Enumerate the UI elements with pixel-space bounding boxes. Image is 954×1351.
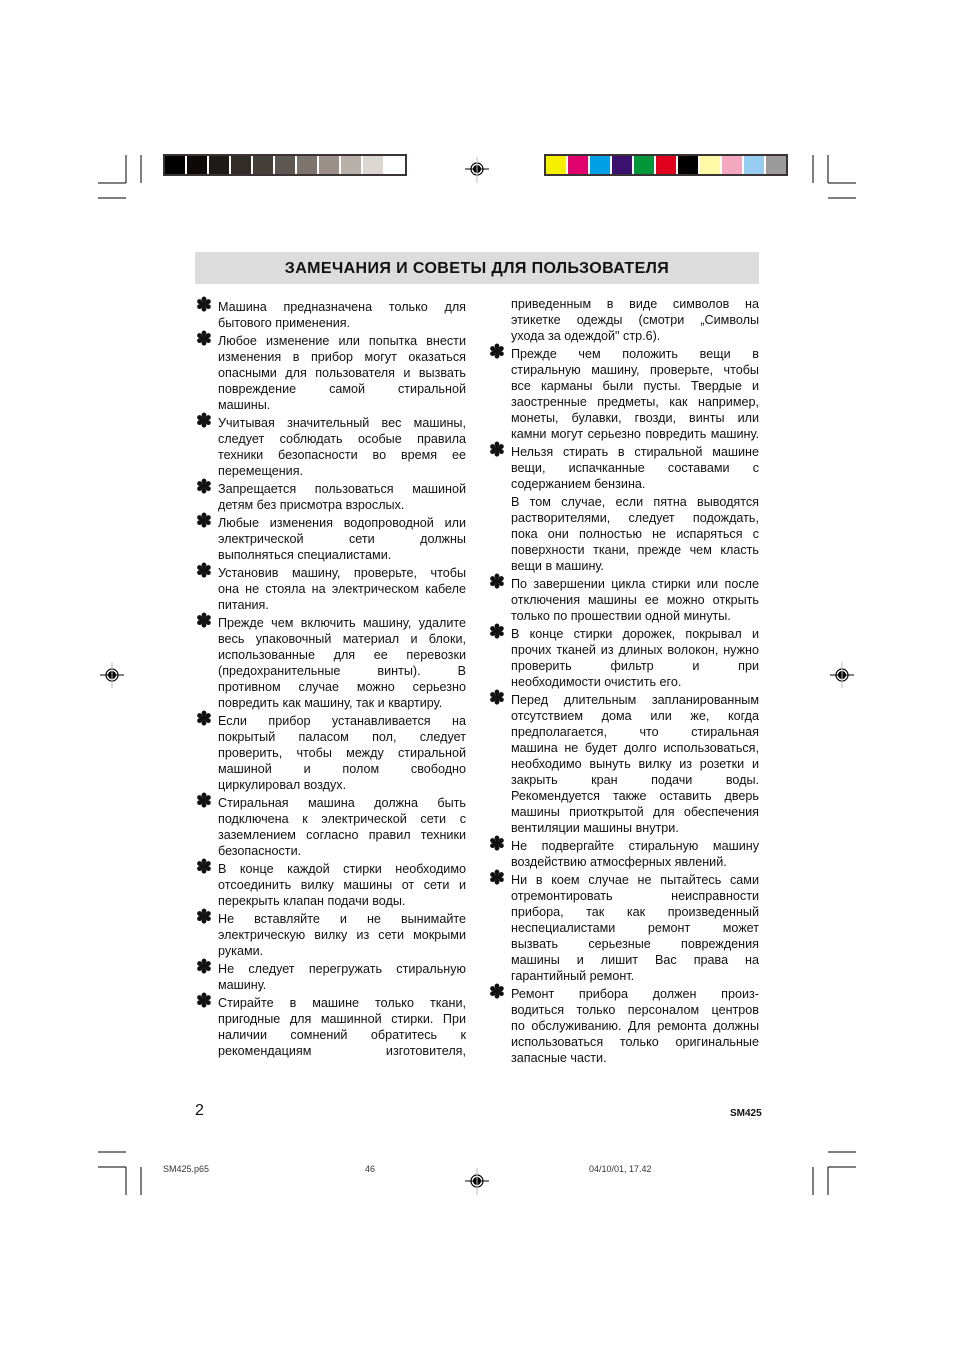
text-line: электрическую вилку из сети мокрыми [218, 928, 466, 942]
list-item [511, 494, 759, 574]
text-line: заостренные предметы, как например, [511, 395, 759, 409]
text-line: Не подвергайте стиральную машину [511, 839, 759, 853]
text-line: этикетке одежды (смотри „Символы [511, 313, 759, 327]
text-line: бытового применения. [218, 316, 351, 330]
color-swatch [297, 156, 317, 174]
list-item [489, 834, 759, 870]
asterisk-bullet-icon: ✽ [489, 440, 505, 461]
text-line: В том случае, если пятна выводятся [511, 495, 759, 509]
color-swatch [744, 156, 764, 174]
asterisk-bullet-icon: ✽ [196, 411, 212, 432]
text-line: детям без присмотра взрослых. [218, 498, 405, 512]
color-swatch [275, 156, 295, 174]
asterisk-bullet-icon: ✽ [489, 834, 505, 855]
text-line: техники безопасности во время ее [218, 448, 466, 462]
text-line: повреждение самой стиральной [218, 382, 466, 396]
text-line: Нельзя стирать в стиральной машине [511, 445, 759, 459]
text-line: монеты, булавки, гвозди, винты или [511, 411, 759, 425]
text-line: Любые изменения водопроводной или [218, 516, 466, 530]
color-swatch [678, 156, 698, 174]
text-line: отключения машины ее можно открыть [511, 593, 759, 607]
text-line: вещи в машину. [511, 559, 604, 573]
text-line: покрытый паласом пол, следует [218, 730, 466, 744]
text-line: воздействию атмосферных явлений. [511, 855, 727, 869]
asterisk-bullet-icon: ✽ [489, 982, 505, 1003]
asterisk-bullet-icon: ✽ [489, 622, 505, 643]
right-column [489, 294, 759, 1066]
text-line: Запрещается пользоваться машиной [218, 482, 466, 496]
asterisk-bullet-icon: ✽ [196, 611, 212, 632]
text-line: приведенным в виде символов на [511, 297, 759, 311]
list-item [489, 622, 759, 690]
text-line: машины. [218, 398, 271, 412]
list-item [196, 611, 466, 711]
text-line: электрической сети должны [218, 532, 466, 546]
list-item [196, 857, 466, 909]
asterisk-bullet-icon: ✽ [196, 709, 212, 730]
text-line: рекомендациям изготовителя, [218, 1044, 466, 1058]
text-line: В конце стирки дорожек, покрывал и [511, 627, 759, 641]
text-line: машину. [218, 978, 267, 992]
asterisk-bullet-icon: ✽ [196, 329, 212, 350]
list-item [489, 440, 759, 492]
text-line: питания. [218, 598, 269, 612]
text-line: машины и лишит Вас права на [511, 953, 759, 967]
text-line: вызвать серьезные повреждения [511, 937, 759, 951]
text-line: растворителями, следует подождать, [511, 511, 759, 525]
color-swatch [165, 156, 185, 174]
text-line: машины приоткрытой для обеспечения [511, 805, 759, 819]
text-line: весь упаковочный материал и блоки, [218, 632, 466, 646]
color-swatch [187, 156, 207, 174]
text-line: изменения в прибор могут оказаться [218, 350, 466, 364]
asterisk-bullet-icon: ✽ [489, 688, 505, 709]
text-line: заземлением согласно правил техники [218, 828, 466, 842]
color-calibration-bar [544, 154, 788, 176]
color-swatch [231, 156, 251, 174]
text-line: перекрыть клапан подачи воды. [218, 894, 406, 908]
slug-file: SM425.p65 [163, 1164, 210, 1174]
text-line: Рекомендуется также оставить дверь [511, 789, 759, 803]
asterisk-bullet-icon: ✽ [196, 991, 212, 1012]
asterisk-bullet-icon: ✽ [196, 295, 212, 316]
list-item [196, 295, 466, 331]
text-line: камни могут серьезно повредить машину. [511, 427, 759, 441]
list-item [196, 991, 466, 1059]
color-swatch [546, 156, 566, 174]
asterisk-bullet-icon: ✽ [196, 857, 212, 878]
text-line: она не стояла на электрическом кабеле [218, 582, 466, 596]
text-line: машина не будет долго использоваться, [511, 741, 759, 755]
text-line: прочих тканей из длиных волокон, нужно [511, 643, 759, 657]
list-item [489, 342, 759, 442]
asterisk-bullet-icon: ✽ [489, 868, 505, 889]
text-line: По завершении цикла стирки или после [511, 577, 759, 591]
page-title: ЗАМЕЧАНИЯ И СОВЕТЫ ДЛЯ ПОЛЬЗОВАТЕЛЯ [195, 252, 759, 284]
list-item [196, 511, 466, 563]
text-line: Прежде чем положить вещи в [511, 347, 759, 361]
text-line: опасными для пользователя и вызвать [218, 366, 466, 380]
asterisk-bullet-icon: ✽ [196, 791, 212, 812]
text-line: по обслуживанию. Для ремонта должны [511, 1019, 759, 1033]
color-swatch [722, 156, 742, 174]
text-line: Прежде чем включить машину, удалите [218, 616, 466, 630]
list-item [196, 477, 466, 513]
color-swatch [612, 156, 632, 174]
text-line: отсоединить вилку машины от сети и [218, 878, 466, 892]
list-item [489, 868, 759, 984]
list-item [196, 329, 466, 413]
color-swatch [341, 156, 361, 174]
asterisk-bullet-icon: ✽ [489, 342, 505, 363]
text-line: Не вставляйте и не вынимайте [218, 912, 466, 926]
text-line: закрыть кран подачи воды. [511, 773, 759, 787]
slug-page: 46 [365, 1164, 376, 1174]
text-line: пока они полностью не испаряться с [511, 527, 759, 541]
text-line: неспециалистами ремонт может [511, 921, 759, 935]
asterisk-bullet-icon: ✽ [196, 477, 212, 498]
text-line: перемещения. [218, 464, 304, 478]
color-swatch [700, 156, 720, 174]
asterisk-bullet-icon: ✽ [196, 561, 212, 582]
text-line: содержанием бензина. [511, 477, 646, 491]
text-line: машиной и полом свободно [218, 762, 466, 776]
text-line: В конце каждой стирки необходимо [218, 862, 466, 876]
text-line: использованные для ее перевозки [218, 648, 466, 662]
text-line: стиральную машину, проверьте, чтобы [511, 363, 759, 377]
text-line: отремонтировать неисправности [511, 889, 759, 903]
grayscale-calibration-bar [163, 154, 407, 176]
model-label: SM425 [730, 1108, 762, 1119]
text-line: Ремонт прибора должен произ- [511, 987, 759, 1001]
text-line: подключена к электрической сети с [218, 812, 466, 826]
color-swatch [253, 156, 273, 174]
text-line: противном случае можно серьезно [218, 680, 466, 694]
list-item [196, 561, 466, 613]
text-line: прибора, так как произведенный [511, 905, 759, 919]
text-line: вентиляции машины внутри. [511, 821, 679, 835]
list-item [511, 296, 759, 344]
color-swatch [363, 156, 383, 174]
list-item [196, 907, 466, 959]
text-line: Ни в коем случае не пытайтесь сами [511, 873, 759, 887]
list-item [489, 572, 759, 624]
color-swatch [656, 156, 676, 174]
color-swatch [634, 156, 654, 174]
asterisk-bullet-icon: ✽ [196, 511, 212, 532]
text-line: запасные части. [511, 1051, 607, 1065]
text-line: Машина предназначена только для [218, 300, 466, 314]
text-line: Любое изменение или попытка внести [218, 334, 466, 348]
list-item [196, 411, 466, 479]
text-line: безопасности. [218, 844, 302, 858]
text-line: Установив машину, проверьте, чтобы [218, 566, 466, 580]
text-line: только по прошествии одной минуты. [511, 609, 731, 623]
text-line: Если прибор устанавливается на [218, 714, 466, 728]
list-item [196, 791, 466, 859]
text-line: Стирайте в машине только ткани, [218, 996, 466, 1010]
text-line: гарантийный ремонт. [511, 969, 635, 983]
list-item [196, 957, 466, 993]
color-swatch [209, 156, 229, 174]
asterisk-bullet-icon: ✽ [489, 572, 505, 593]
color-swatch [590, 156, 610, 174]
text-line: вещи, испачканные составами с [511, 461, 759, 475]
text-line: ухода за одеждой" стр.6). [511, 329, 661, 343]
text-line: отсутствием дома или же, когда [511, 709, 759, 723]
text-line: выполняться специалистами. [218, 548, 392, 562]
text-line: руками. [218, 944, 264, 958]
page-number: 2 [195, 1102, 204, 1119]
list-item [489, 982, 759, 1066]
color-swatch [385, 156, 405, 174]
text-line: пригодные для машинной стирки. При [218, 1012, 466, 1026]
list-item [196, 709, 466, 793]
text-line: поверхности ткани, прежде чем класть [511, 543, 759, 557]
text-line: необходимо вынуть вилку из розетки и [511, 757, 759, 771]
text-line: проверить фильтр и при [511, 659, 759, 673]
asterisk-bullet-icon: ✽ [196, 957, 212, 978]
asterisk-bullet-icon: ✽ [196, 907, 212, 928]
left-column [196, 295, 466, 1059]
slug-date: 04/10/01, 17.42 [589, 1164, 652, 1174]
list-item [489, 688, 759, 836]
text-line: (предохранительные винты). В [218, 664, 466, 678]
text-line: наличии сомнений обратитесь к [218, 1028, 466, 1042]
text-line: Перед длительным запланированным [511, 693, 759, 707]
color-swatch [766, 156, 786, 174]
text-line: необходимости очистить его. [511, 675, 682, 689]
text-line: повредить как машину, так и квартиру. [218, 696, 443, 710]
text-line: Стиральная машина должна быть [218, 796, 466, 810]
text-line: проверить, чтобы между стиральной [218, 746, 466, 760]
color-swatch [568, 156, 588, 174]
text-line: использоваться только оригинальные [511, 1035, 759, 1049]
text-line: Учитывая значительный вес машины, [218, 416, 466, 430]
text-line: водиться только персоналом центров [511, 1003, 759, 1017]
text-line: Не следует перегружать стиральную [218, 962, 466, 976]
text-line: все карманы были пусты. Твердые и [511, 379, 759, 393]
text-line: циркулировал воздух. [218, 778, 347, 792]
color-swatch [319, 156, 339, 174]
text-line: предполагается, что стиральная [511, 725, 759, 739]
text-line: следует соблюдать особые правила [218, 432, 466, 446]
